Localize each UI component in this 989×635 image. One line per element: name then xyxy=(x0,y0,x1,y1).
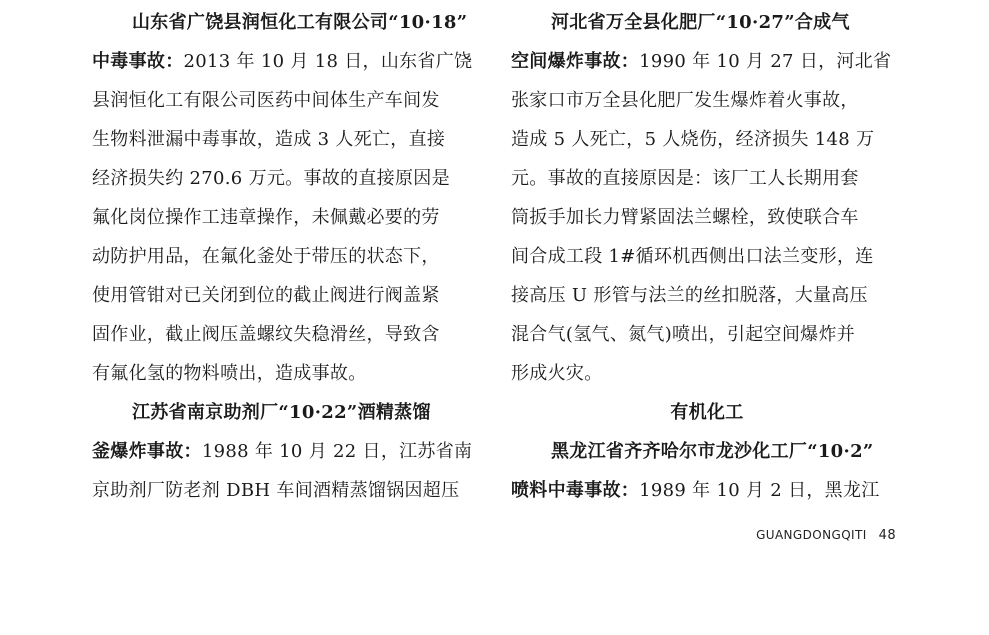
body-text: 1988 年 10 月 22 日，江苏省南 xyxy=(201,441,473,462)
body-text: 2013 年 10 月 18 日，山东省广饶 xyxy=(183,51,473,72)
right-text-line xyxy=(511,81,903,120)
left-text-line xyxy=(92,393,484,432)
right-text-line xyxy=(511,354,903,393)
body-text: 混合气(氢气、氮气)喷出，引起空间爆炸并 xyxy=(511,324,856,345)
heading-text: 釜爆炸事故： xyxy=(92,441,202,462)
heading-text: 河北省万全县化肥厂“10·27”合成气 xyxy=(551,12,850,33)
right-text-line xyxy=(511,393,903,432)
left-text-line xyxy=(92,120,484,159)
left-text-line xyxy=(92,276,484,315)
right-text-column xyxy=(511,0,903,510)
right-text-line xyxy=(511,159,903,198)
body-text: 有氟化氢的物料喷出，造成事故。 xyxy=(92,363,367,384)
body-text: 1989 年 10 月 2 日，黑龙江 xyxy=(639,480,880,501)
heading-text: 中毒事故： xyxy=(92,51,184,72)
right-text-line xyxy=(511,471,903,510)
heading-text: 山东省广饶县润恒化工有限公司“10·18” xyxy=(132,12,468,33)
left-text-line xyxy=(92,198,484,237)
body-text: 使用管钳对已关闭到位的截止阀进行阀盖紧 xyxy=(92,285,440,306)
body-text: 固作业，截止阀压盖螺纹失稳滑丝，导致含 xyxy=(92,324,440,345)
left-text-line xyxy=(92,354,484,393)
body-text: 动防护用品，在氟化釜处于带压的状态下， xyxy=(92,246,440,267)
left-text-line xyxy=(92,471,484,510)
left-column-lines xyxy=(92,3,484,510)
left-text-column xyxy=(92,0,484,510)
heading-text: 喷料中毒事故： xyxy=(511,480,640,501)
body-text: 京助剂厂防老剂 DBH 车间酒精蒸馏锅因超压 xyxy=(92,480,460,501)
left-text-line xyxy=(92,159,484,198)
heading-text: 空间爆炸事故： xyxy=(511,51,640,72)
right-text-line xyxy=(511,198,903,237)
body-text: 间合成工段 1#循环机西侧出口法兰变形，连 xyxy=(511,246,874,267)
right-text-line xyxy=(511,120,903,159)
left-text-line xyxy=(92,432,484,471)
right-text-line xyxy=(511,432,903,471)
body-text: 经济损失约 270.6 万元。事故的直接原因是 xyxy=(92,168,450,189)
body-text: 元。事故的直接原因是：该厂工人长期用套 xyxy=(511,168,859,189)
page-footer xyxy=(690,528,896,543)
right-text-line xyxy=(511,3,903,42)
heading-text: 江苏省南京助剂厂“10·22”酒精蒸馏 xyxy=(132,402,431,423)
body-text: 生物料泄漏中毒事故，造成 3 人死亡，直接 xyxy=(92,129,446,150)
magazine-name: GUANGDONGQITI xyxy=(756,528,867,542)
body-text: 氟化岗位操作工违章操作，未佩戴必要的劳 xyxy=(92,207,440,228)
body-text: 县润恒化工有限公司医药中间体生产车间发 xyxy=(92,90,440,111)
left-text-line xyxy=(92,81,484,120)
heading-text: 黑龙江省齐齐哈尔市龙沙化工厂“10·2” xyxy=(551,441,874,462)
page-number: 48 xyxy=(878,528,896,543)
body-text: 张家口市万全县化肥厂发生爆炸着火事故， xyxy=(511,90,859,111)
body-text: 接高压 U 形管与法兰的丝扣脱落，大量高压 xyxy=(511,285,868,306)
left-text-line xyxy=(92,42,484,81)
heading-text: 有机化工 xyxy=(670,402,744,423)
body-text: 1990 年 10 月 27 日，河北省 xyxy=(639,51,892,72)
left-text-line xyxy=(92,315,484,354)
right-text-line xyxy=(511,315,903,354)
right-text-line xyxy=(511,276,903,315)
body-text: 造成 5 人死亡，5 人烧伤，经济损失 148 万 xyxy=(511,129,875,150)
left-text-line xyxy=(92,237,484,276)
right-text-line xyxy=(511,237,903,276)
body-text: 形成火灾。 xyxy=(511,363,603,384)
right-column-lines xyxy=(511,3,903,510)
left-text-line xyxy=(92,3,484,42)
right-text-line xyxy=(511,42,903,81)
body-text: 筒扳手加长力臂紧固法兰螺栓，致使联合车 xyxy=(511,207,859,228)
